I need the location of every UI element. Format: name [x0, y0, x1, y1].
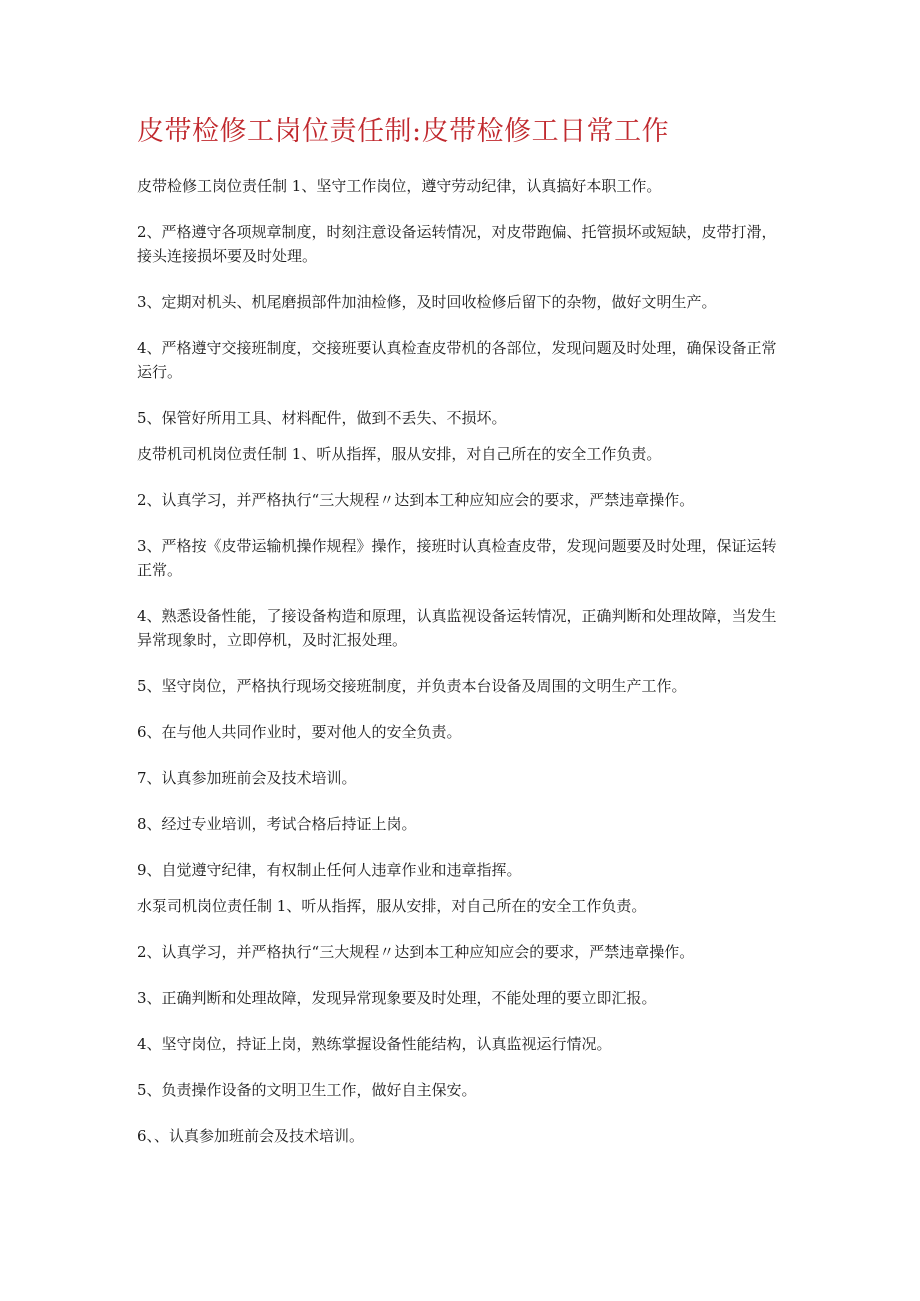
- paragraph: 3、严格按《皮带运输机操作规程》操作，接班时认真检查皮带，发现问题要及时处理，保证运转正常。: [137, 537, 777, 579]
- paragraph: 5、负责操作设备的文明卫生工作，做好自主保安。: [137, 1081, 477, 1099]
- paragraph: 4、坚守岗位，持证上岗，熟练掌握设备性能结构，认真监视运行情况。: [137, 1035, 612, 1053]
- paragraph: 3、定期对机头、机尾磨损部件加油检修，及时回收检修后留下的杂物，做好文明生产。: [137, 293, 717, 311]
- paragraph: 4、熟悉设备性能，了接设备构造和原理，认真监视设备运转情况，正确判断和处理故障，当发生异常现象时，立即停机，及时汇报处理。: [137, 607, 777, 649]
- paragraph: 8、经过专业培训，考试合格后持证上岗。: [137, 815, 417, 833]
- paragraph: 5、坚守岗位，严格执行现场交接班制度，并负责本台设备及周围的文明生产工作。: [137, 677, 687, 695]
- paragraph: 皮带机司机岗位责任制 1、听从指挥，服从安排，对自己所在的安全工作负责。: [137, 445, 662, 463]
- paragraph: 2、严格遵守各项规章制度，时刻注意设备运转情况，对皮带跑偏、托管损坏或短缺，皮带打滑，接头连接损坏要及时处理。: [137, 223, 777, 265]
- paragraph: 9、自觉遵守纪律，有权制止任何人违章作业和违章指挥。: [137, 861, 522, 879]
- paragraph: 6、在与他人共同作业时，要对他人的安全负责。: [137, 723, 462, 741]
- paragraph: 皮带检修工岗位责任制 1、坚守工作岗位，遵守劳动纪律，认真搞好本职工作。: [137, 177, 662, 195]
- paragraph: 3、正确判断和处理故障，发现异常现象要及时处理，不能处理的要立即汇报。: [137, 989, 657, 1007]
- paragraph: 6、、认真参加班前会及技术培训。: [137, 1127, 365, 1145]
- paragraph: 2、认真学习，并严格执行“三大规程〃达到本工种应知应会的要求，严禁违章操作。: [137, 943, 695, 961]
- paragraph: 水泵司机岗位责任制 1、听从指挥，服从安排，对自己所在的安全工作负责。: [137, 897, 647, 915]
- paragraph: 5、保管好所用工具、材料配件，做到不丢失、不损坏。: [137, 409, 507, 427]
- paragraph: 7、认真参加班前会及技术培训。: [137, 769, 357, 787]
- paragraph: 2、认真学习，并严格执行“三大规程〃达到本工种应知应会的要求，严禁违章操作。: [137, 491, 695, 509]
- document-title: 皮带检修工岗位责任制:皮带检修工日常工作: [137, 116, 670, 147]
- paragraph: 4、严格遵守交接班制度，交接班要认真检查皮带机的各部位，发现问题及时处理，确保设备正常运行。: [137, 339, 777, 381]
